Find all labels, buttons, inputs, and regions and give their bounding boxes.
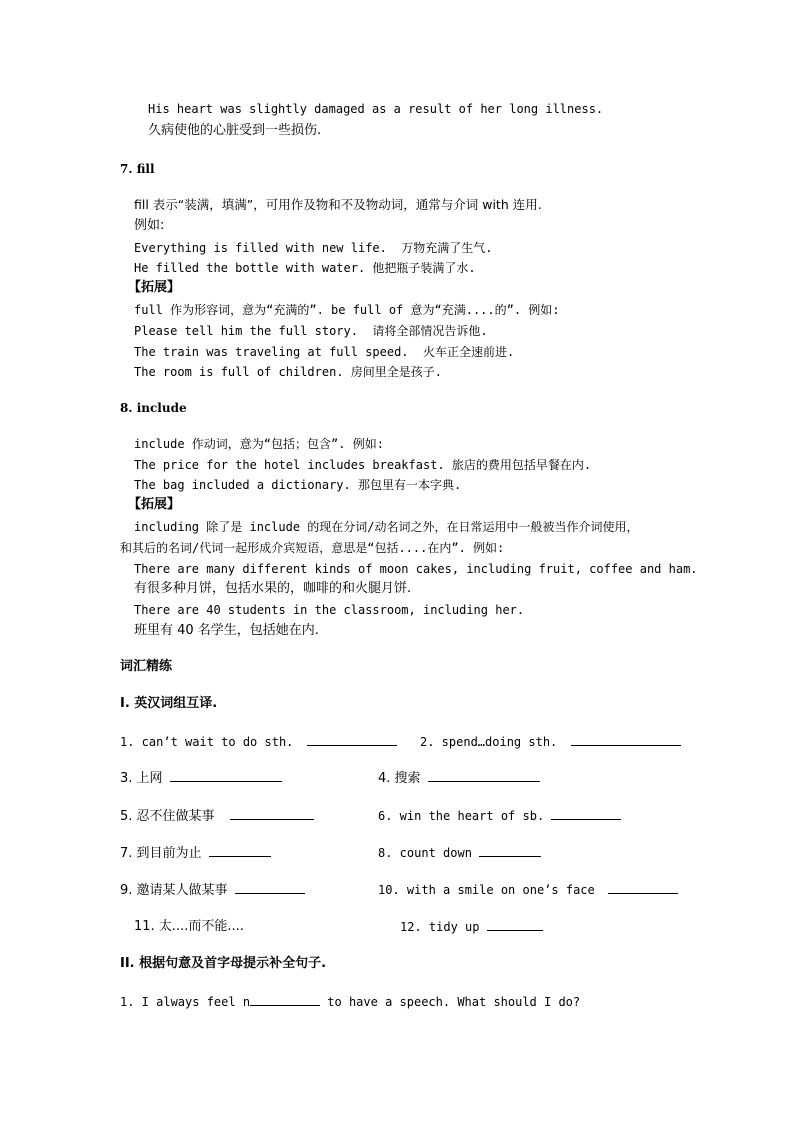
vocab-item-1-text: 1. can’t wait to do sth. xyxy=(120,735,294,749)
sentence-question-1-end: to have a speech. What should I do? xyxy=(320,995,581,1009)
sentence-blank-1[interactable] xyxy=(250,993,320,1006)
answer-blank-9[interactable] xyxy=(235,881,305,894)
answer-blank-12[interactable] xyxy=(487,918,543,931)
answer-blank-2[interactable] xyxy=(571,733,681,746)
include-extension-description-1: including 除了是 include 的现在分词/动名词之外，在日常运用中一般被当作介词使用， xyxy=(134,520,639,534)
vocab-item-12 xyxy=(400,918,543,935)
vocab-item-8 xyxy=(378,844,541,861)
practice-section-1-heading: I. 英汉词组互译. xyxy=(120,696,218,711)
fill-example-2: He filled the bottle with water. 他把瓶子装满了水. xyxy=(134,261,476,275)
vocab-item-7-text: 7. 到目前为止 xyxy=(120,846,202,861)
example-sentence-cn: 久病使他的心脏受到一些损伤. xyxy=(148,123,322,138)
section-heading-fill: 7. fill xyxy=(120,162,155,176)
vocab-item-4-text: 4. 搜索 xyxy=(378,771,421,786)
vocab-item-7 xyxy=(120,844,271,862)
include-extension-example-1-cn: 有很多种月饼，包括水果的，咖啡的和火腿月饼. xyxy=(134,581,412,596)
vocab-item-9-text: 9. 邀请某人做某事 xyxy=(120,883,228,898)
include-extension-example-2-cn: 班里有 40 名学生，包括她在内. xyxy=(134,623,319,638)
example-sentence-en: His heart was slightly damaged as a result of her long illness. xyxy=(148,102,604,116)
answer-blank-5[interactable] xyxy=(230,807,314,820)
vocab-item-4 xyxy=(378,769,540,787)
vocab-item-5 xyxy=(120,807,314,825)
vocab-item-6-text: 6. win the heart of sb. xyxy=(378,809,545,823)
vocab-item-10-text: 10. with a smile on one’s face xyxy=(378,883,595,897)
answer-blank-4[interactable] xyxy=(428,769,540,782)
vocab-item-2-text: 2. spend…doing sth. xyxy=(420,735,558,749)
fill-extension-label: 【拓展】 xyxy=(128,280,181,295)
fill-extension-example-3: The room is full of children. 房间里全是孩子. xyxy=(134,365,442,379)
include-extension-example-2: There are 40 students in the classroom, including her. xyxy=(134,603,525,617)
answer-blank-8[interactable] xyxy=(479,844,541,857)
fill-description: fill 表示“装满，填满”，可用作及物和不及物动词，通常与介词 with 连用. xyxy=(134,197,542,212)
include-extension-description-2: 和其后的名词/代词一起形成介宾短语，意思是“包括....在内”. 例如: xyxy=(120,541,505,555)
vocab-item-9 xyxy=(120,881,305,899)
answer-blank-6[interactable] xyxy=(551,807,621,820)
practice-section-2-heading: II. 根据句意及首字母提示补全句子. xyxy=(120,956,327,971)
vocab-item-1 xyxy=(120,733,397,750)
sentence-question-1 xyxy=(120,993,580,1010)
section-heading-include: 8. include xyxy=(120,401,187,415)
fill-extension-example-2: The train was traveling at full speed. 火车正全速前进. xyxy=(134,345,515,359)
include-extension-example-1: There are many different kinds of moon cakes, including fruit, coffee and ham. xyxy=(134,562,698,576)
vocab-item-6 xyxy=(378,807,621,824)
fill-extension-description: full 作为形容词，意为“充满的”. be full of 意为“充满....的”. 例如: xyxy=(134,303,560,317)
vocab-item-10 xyxy=(378,881,678,898)
fill-example-label: 例如: xyxy=(134,218,165,233)
answer-blank-1[interactable] xyxy=(307,733,397,746)
include-example-1: The price for the hotel includes breakfast. 旅店的费用包括早餐在内. xyxy=(134,458,592,472)
vocab-item-11-text: 11. 太....而不能.... xyxy=(134,919,244,934)
answer-blank-3[interactable] xyxy=(170,769,282,782)
answer-blank-10[interactable] xyxy=(608,881,678,894)
vocab-item-11 xyxy=(134,918,244,935)
practice-title: 词汇精练 xyxy=(120,659,173,674)
fill-extension-example-1: Please tell him the full story. 请将全部情况告诉他. xyxy=(134,324,488,338)
answer-blank-7[interactable] xyxy=(209,844,271,857)
sentence-question-1-start: 1. I always feel n xyxy=(120,995,251,1009)
include-description: include 作动词，意为“包括；包含”. 例如: xyxy=(134,437,384,451)
vocab-item-3-text: 3. 上网 xyxy=(120,771,163,786)
include-example-2: The bag included a dictionary. 那包里有一本字典. xyxy=(134,478,462,492)
vocab-item-12-text: 12. tidy up xyxy=(400,920,480,934)
fill-example-1: Everything is filled with new life. 万物充满了生气. xyxy=(134,241,493,255)
include-extension-label: 【拓展】 xyxy=(128,497,181,512)
vocab-item-8-text: 8. count down xyxy=(378,846,472,860)
vocab-item-5-text: 5. 忍不住做某事 xyxy=(120,809,215,824)
vocab-item-2 xyxy=(420,733,681,750)
vocab-item-3 xyxy=(120,769,282,787)
